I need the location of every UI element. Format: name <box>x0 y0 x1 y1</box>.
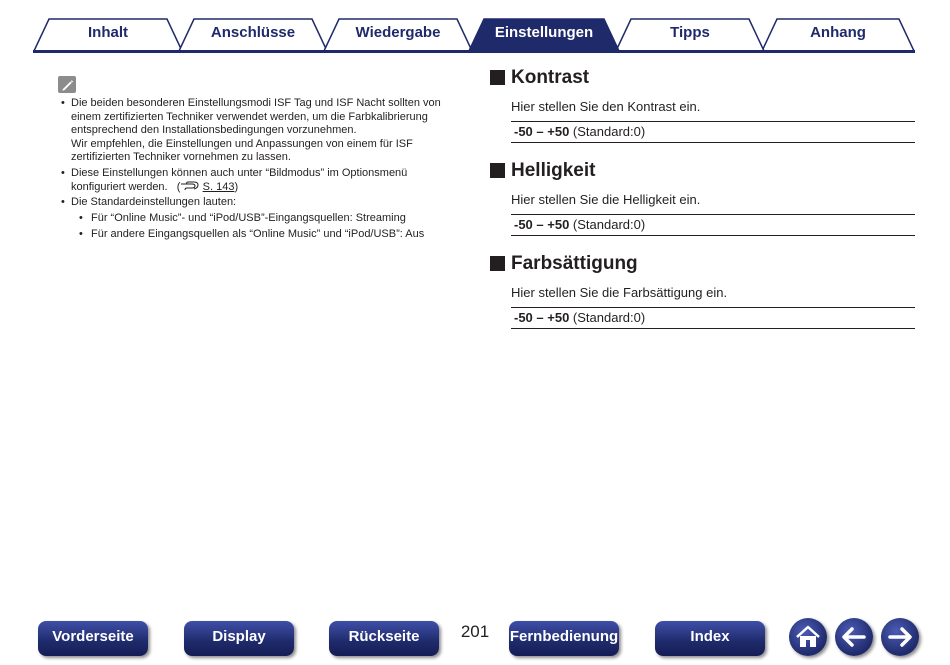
vorderseite-button[interactable]: Vorderseite <box>38 621 148 656</box>
section-title: Helligkeit <box>511 160 596 181</box>
note-item <box>58 196 458 242</box>
section-description: Hier stellen Sie die Helligkeit ein. <box>511 192 701 207</box>
page-reference[interactable]: ( S. 143) <box>170 180 239 193</box>
square-bullet-icon <box>490 256 505 271</box>
value-range: -50 – +50 <box>514 217 570 232</box>
sub-note-item <box>75 228 458 242</box>
section-farbsaettigung <box>490 252 915 329</box>
default-value: (Standard:0) <box>572 310 646 325</box>
tab-anhang[interactable] <box>761 18 915 51</box>
value-range-row <box>511 121 915 143</box>
back-button[interactable] <box>835 618 873 656</box>
sub-note-item <box>75 212 458 226</box>
tab-label: Anschlüsse <box>210 24 296 41</box>
tab-tipps[interactable] <box>615 18 765 51</box>
pointing-hand-icon <box>180 181 200 191</box>
index-button[interactable]: Index <box>655 621 765 656</box>
note-text: Die Standardeinstellungen lauten: <box>71 196 237 209</box>
forward-arrow-icon <box>881 618 919 656</box>
bullet: • <box>61 97 65 109</box>
section-heading <box>490 252 915 276</box>
bullet: • <box>61 166 65 179</box>
tab-wiedergabe[interactable] <box>323 18 473 51</box>
tab-bar <box>0 0 950 56</box>
sub-note-text: Für andere Eingangsquellen als “Online Music” und “iPod/USB”: Aus <box>91 228 425 241</box>
section-heading <box>490 66 915 90</box>
section-helligkeit <box>490 159 915 236</box>
tab-label: Anhang <box>810 24 866 41</box>
tab-label: Tipps <box>670 24 710 41</box>
section-kontrast <box>490 66 915 143</box>
value-range: -50 – +50 <box>514 310 570 325</box>
tab-label: Wiedergabe <box>355 24 441 41</box>
tab-baseline <box>33 50 915 53</box>
section-description: Hier stellen Sie den Kontrast ein. <box>511 99 701 114</box>
notes-list <box>58 97 458 245</box>
note-text: Diese Einstellungen können auch unter “Bildmodus” im Optionsmenü konfiguriert werden. <box>71 166 408 193</box>
bullet: • <box>79 228 83 241</box>
bullet: • <box>79 211 83 224</box>
value-range-row <box>511 214 915 236</box>
note-item <box>58 97 458 165</box>
page-reference-link[interactable]: S. 143 <box>202 180 235 193</box>
square-bullet-icon <box>490 163 505 178</box>
tab-anschluesse[interactable] <box>178 18 328 51</box>
value-range: -50 – +50 <box>514 124 570 139</box>
fernbedienung-button[interactable]: Fernbedienung <box>509 621 619 656</box>
square-bullet-icon <box>490 70 505 85</box>
section-title: Kontrast <box>511 67 590 88</box>
note-text: Die beiden besonderen Einstellungsmodi ISF Tag und ISF Nacht sollten von einem zertifizierten Techniker verwendet werden, um die Farbkalibrierung entsprechend den Installationsbedingungen vorzunehmen. <box>71 97 441 137</box>
tab-label: Inhalt <box>88 24 128 41</box>
page-number: 201 <box>460 622 490 641</box>
tab-inhalt[interactable] <box>33 18 183 51</box>
forward-button[interactable] <box>881 618 919 656</box>
sub-note-text: Für “Online Music”- und “iPod/USB”-Eingangsquellen: Streaming <box>91 211 406 224</box>
section-description: Hier stellen Sie die Farbsättigung ein. <box>511 285 728 300</box>
value-range-row <box>511 307 915 329</box>
default-value: (Standard:0) <box>572 124 646 139</box>
section-heading <box>490 159 915 183</box>
bullet: • <box>61 196 65 209</box>
home-button[interactable] <box>789 618 827 656</box>
tab-einstellungen[interactable] <box>468 18 620 51</box>
note-text: Wir empfehlen, die Einstellungen und Anpassungen von einem für ISF zertifizierten Techniker vornehmen zu lassen. <box>71 137 413 164</box>
rueckseite-button[interactable]: Rückseite <box>329 621 439 656</box>
section-title: Farbsättigung <box>511 253 638 274</box>
pencil-icon <box>58 76 76 93</box>
tab-label: Einstellungen <box>494 24 594 41</box>
note-item <box>58 167 458 194</box>
home-icon <box>789 618 827 656</box>
default-value: (Standard:0) <box>572 217 646 232</box>
back-arrow-icon <box>835 618 873 656</box>
display-button[interactable]: Display <box>184 621 294 656</box>
